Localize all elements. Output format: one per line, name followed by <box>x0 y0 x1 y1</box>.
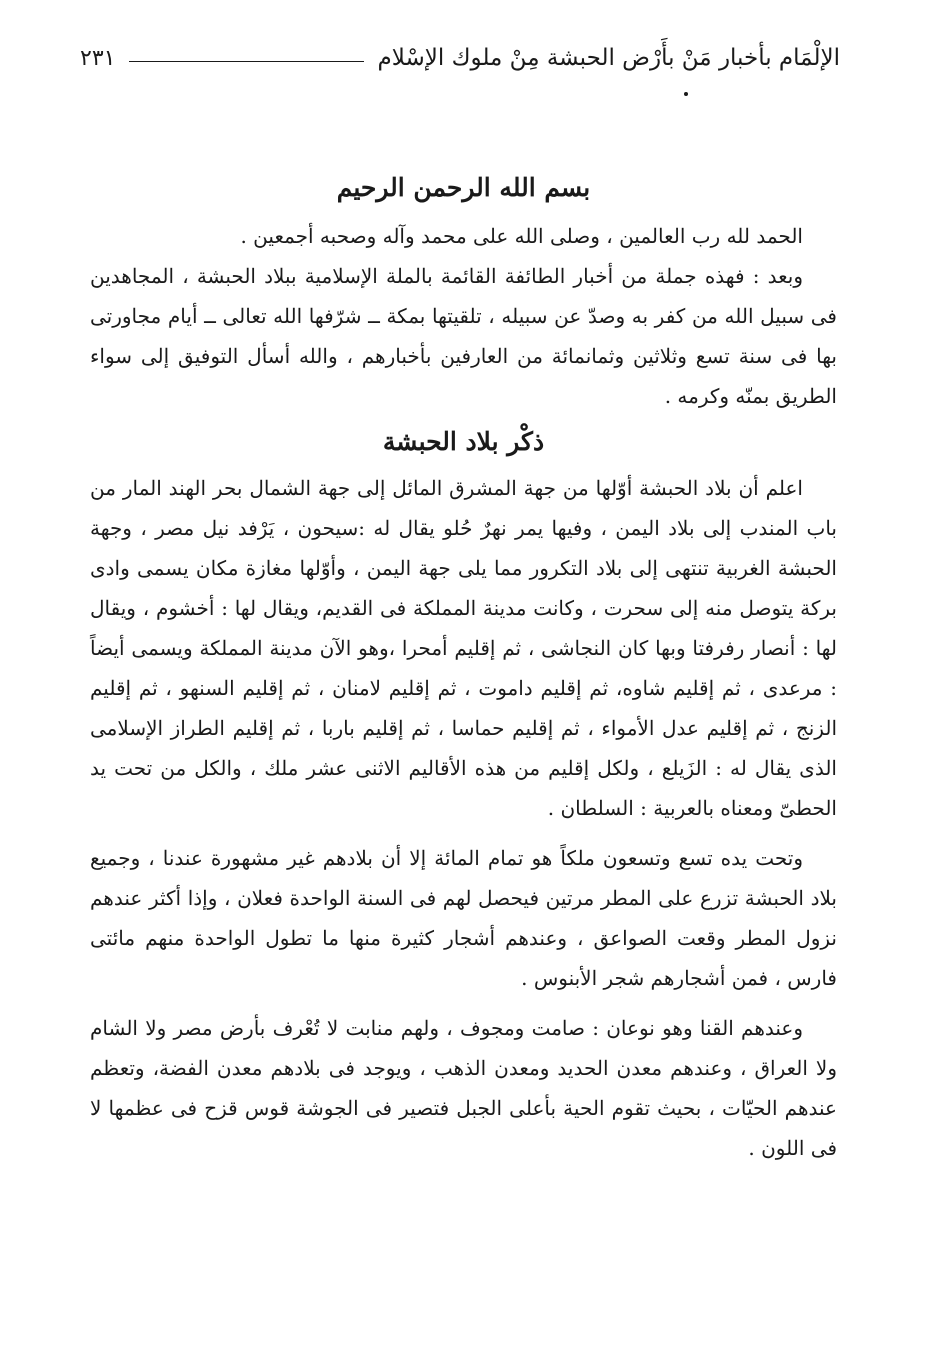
basmala-heading: بسم الله الرحمن الرحيم <box>336 173 591 202</box>
running-head <box>80 38 840 78</box>
section-heading: ذكْر بلاد الحبشة <box>382 427 545 456</box>
ornament-dot <box>684 92 688 96</box>
page-number: ٢٣١ <box>80 45 116 71</box>
intro-paragraph-2: وبعد : فهذه جملة من أخبار الطائفة القائمة بالملة الإسلامية ببلاد الحبشة ، المجاهدين فى سبيل الله من كفر به وصدّ عن سبيله ، تلقيتها بمكة ــ شرّفها الله تعالى ــ أيام مجاورتى بها فى سنة تسع وثلاثين وثمانمائة من العارفين بأخبارهم ، والله أسأل التوفيق إلى سواء الطريق بمنّه وكرمه . <box>90 264 837 408</box>
running-head-rule <box>129 61 363 62</box>
intro-paragraph-1: الحمد لله رب العالمين ، وصلى الله على محمد وآله وصحبه أجمعين . <box>240 224 803 248</box>
section-paragraph-3: وعندهم القنا وهو نوعان : صامت ومجوف ، ولهم منابت لا تُعْرف بأرض مصر ولا الشام ولا العراق ، وعندهم معدن الحديد ومعدن الذهب ، ويوجد فى بلادهم معدن الفضة، وتعظم عندهم الحيّات ، بحيث تقوم الحية بأعلى الجبل فتصير فى الجوشة قوس قزح فى عظمها لا فى اللون . <box>90 1016 837 1160</box>
section-paragraph-2: وتحت يده تسع وتسعون ملكاً هو تمام المائة إلا أن بلادهم غير مشهورة عندنا ، وجميع بلاد الحبشة تزرع على المطر مرتين فيحصل لهم فى السنة الواحدة فعلان ، وإذا أكثر عندهم نزول المطر وقعت الصواعق ، وعندهم أشجار كثيرة منها ما تطول الواحدة منهم مائتى فارس ، فمن أشجارهم شجر الأبنوس . <box>90 846 837 990</box>
body-text <box>90 168 837 1168</box>
section-paragraph-1: اعلم أن بلاد الحبشة أوّلها من جهة المشرق المائل إلى جهة الشمال بحر الهند المار من باب المندب إلى بلاد اليمن ، وفيها يمر نهرٌ حُلو يقال له :سيحون ، يَرْفد نيل مصر ، وجهة الحبشة الغربية تنتهى إلى بلاد التكرور مما يلى جهة اليمن ، وأوّلها مغازة مكان يسمى وادى بركة يتوصل منه إلى سحرت ، وكانت مدينة المملكة فى القديم، ويقال لها : أخشوم ، ويقال لها : أنصار رفرفتا وبها كان النجاشى ، ثم إقليم أمحرا ،وهو الآن مدينة المملكة ويسمى أيضاً : مرعدى ، ثم إقليم شاوه، ثم إقليم داموت ، ثم إقليم لامنان ، ثم إقليم السنهو ، ثم إقليم الزنج ، ثم إقليم عدل الأمواء ، ثم إقليم حماسا ، ثم إقليم باربا ، ثم إقليم الطراز الإسلامى الذى يقال له : الزَيلع ، ولكل إقليم من هذه الأقاليم الاثنى عشر ملك ، والكل من تحت يد الحطىّ ومعناه بالعربية : السلطان . <box>90 476 838 820</box>
running-head-title: الإلْمَام بأخبار مَنْ بأَرْض الحبشة مِنْ ملوك الإسْلام <box>377 45 840 71</box>
